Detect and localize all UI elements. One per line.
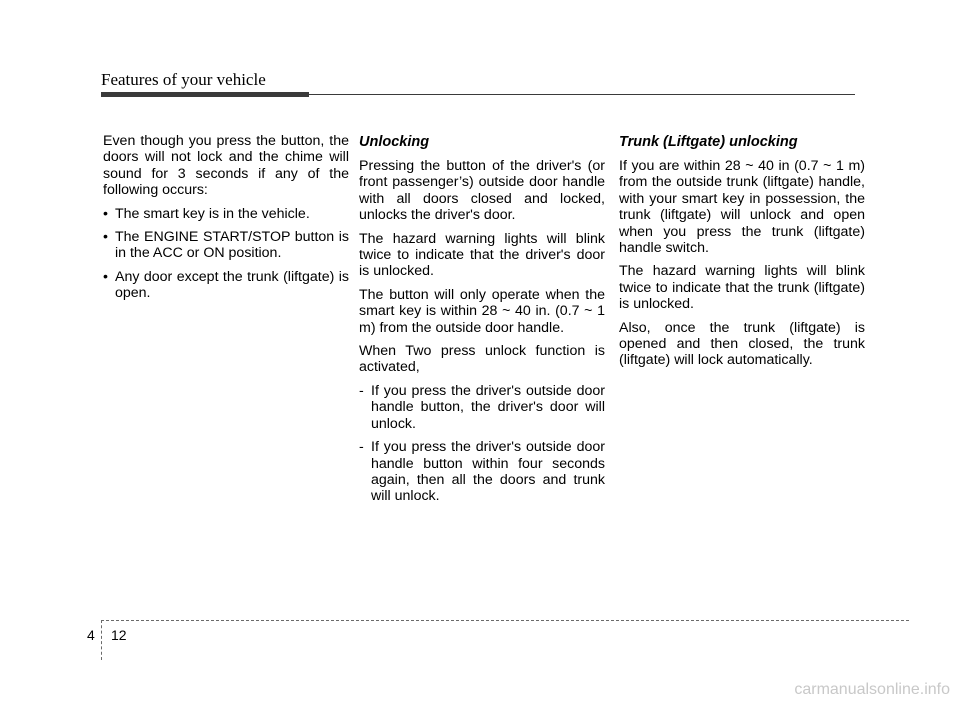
intro-paragraph: Even though you press the button, the doors will not lock and the chime will sound for 3 seconds if any of the following occurs: [103, 133, 349, 199]
column-left [103, 133, 349, 309]
dash-text: If you press the driver's outside door handle button, the driver's door will unlock. [371, 382, 605, 432]
column-middle [359, 134, 605, 512]
dash-marker: - [359, 382, 364, 399]
bullet-icon: • [103, 229, 108, 246]
bullet-text: Any door except the trunk (liftgate) is open. [115, 268, 349, 302]
page-header-title: Features of your vehicle [101, 70, 266, 89]
paragraph: Also, once the trunk (liftgate) is opened and then closed, the trunk (liftgate) will lock automatically. [619, 319, 865, 369]
bullet-text: The ENGINE START/STOP button is in the ACC or ON position. [115, 229, 349, 262]
watermark: carmanualsonline.info [794, 681, 950, 698]
dash-item [359, 439, 605, 505]
paragraph: The hazard warning lights will blink twice to indicate that the driver's door is unlocked. [359, 230, 605, 280]
bullet-icon: • [103, 205, 108, 222]
paragraph: Pressing the button of the driver's (or front passenger’s) outside door handle with all doors closed and locked, unlocks the driver's door. [359, 158, 605, 224]
paragraph: The button will only operate when the smart key is within 28 ~ 40 in. (0.7 ~ 1 m) from the outside door handle. [359, 286, 605, 336]
section-heading-trunk-unlocking: Trunk (Liftgate) unlocking [619, 134, 798, 150]
bullet-text: The smart key is in the vehicle. [115, 205, 310, 222]
bullet-item [103, 229, 349, 262]
header-rule-thick [101, 92, 309, 97]
bullet-item [103, 206, 349, 222]
bullet-item [103, 269, 349, 302]
dash-text: If you press the driver's outside door handle button within four seconds again, then all the doors and trunk will unlock. [371, 439, 605, 505]
paragraph: The hazard warning lights will blink twice to indicate that the trunk (liftgate) is unlocked. [619, 263, 865, 313]
bullet-icon: • [103, 268, 108, 285]
paragraph: If you are within 28 ~ 40 in (0.7 ~ 1 m) from the outside trunk (liftgate) handle, with your smart key in possession, the trunk (liftgate) will unlock and open when you press the trunk (liftgate) handle switch. [619, 158, 865, 257]
page-number: 12 [111, 627, 127, 643]
chapter-number: 4 [87, 627, 95, 643]
dash-item [359, 383, 605, 432]
paragraph: When Two press unlock function is activated, [359, 343, 605, 376]
footer-divider [101, 620, 102, 660]
footer-rule [101, 620, 909, 621]
header-rule-thin [309, 94, 855, 95]
column-right [619, 134, 865, 376]
section-heading-unlocking: Unlocking [359, 134, 430, 150]
dash-marker: - [359, 439, 364, 456]
